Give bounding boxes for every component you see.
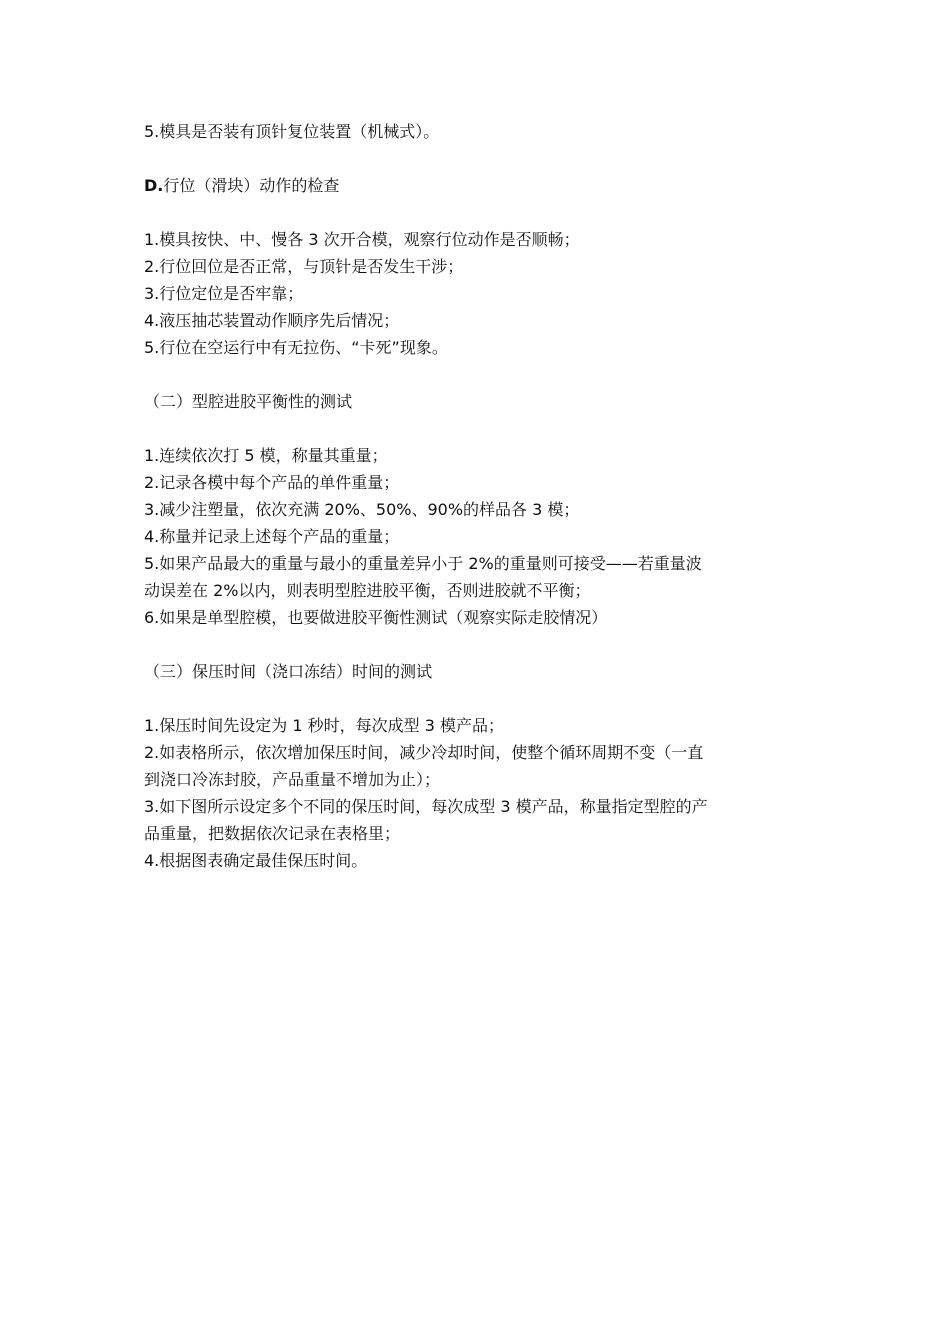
paragraph-gap xyxy=(144,685,814,712)
list-item-continuation: 品重量，把数据依次记录在表格里； xyxy=(144,824,401,843)
heading-text: 行位（滑块）动作的检查 xyxy=(163,176,340,195)
list-item: 1.保压时间先设定为 1 秒时，每次成型 3 模产品； xyxy=(144,716,504,735)
paragraph-gap xyxy=(144,415,814,442)
list-item-continuation: 到浇口冷冻封胶，产品重量不增加为止）； xyxy=(144,770,441,789)
list-item: 1.连续依次打 5 模，称量其重量； xyxy=(144,446,388,465)
paragraph-gap xyxy=(144,631,814,658)
list-item: 3.行位定位是否牢靠； xyxy=(144,284,304,303)
section-heading-3: （三）保压时间（浇口冻结）时间的测试 xyxy=(144,662,433,681)
list-item: 2.如表格所示，依次增加保压时间，减少冷却时间，使整个循环周期不变（一直 xyxy=(144,743,704,762)
list-item: 4.根据图表确定最佳保压时间。 xyxy=(144,851,368,870)
list-item: 3.如下图所示设定多个不同的保压时间，每次成型 3 模产品，称量指定型腔的产 xyxy=(144,797,708,816)
list-item: 2.行位回位是否正常，与顶针是否发生干涉； xyxy=(144,257,464,276)
document-page xyxy=(144,118,814,874)
list-item: 5.如果产品最大的重量与最小的重量差异小于 2%的重量则可接受——若重量波 xyxy=(144,554,702,573)
list-item: 4.称量并记录上述每个产品的重量； xyxy=(144,527,400,546)
section-heading-d xyxy=(144,172,814,199)
list-item: 3.减少注塑量，依次充满 20%、50%、90%的样品各 3 模； xyxy=(144,500,580,519)
list-item: 5.行位在空运行中有无拉伤、“卡死”现象。 xyxy=(144,338,448,357)
paragraph-gap xyxy=(144,145,814,172)
heading-prefix: D. xyxy=(144,176,164,195)
paragraph-gap xyxy=(144,199,814,226)
paragraph-gap xyxy=(144,361,814,388)
list-item: 1.模具按快、中、慢各 3 次开合模，观察行位动作是否顺畅； xyxy=(144,230,580,249)
text-line: 5.模具是否装有顶针复位装置（机械式）。 xyxy=(144,122,440,141)
section-heading-2: （二）型腔进胶平衡性的测试 xyxy=(144,392,353,411)
list-item: 2.记录各模中每个产品的单件重量； xyxy=(144,473,400,492)
list-item: 6.如果是单型腔模，也要做进胶平衡性测试（观察实际走胶情况） xyxy=(144,608,608,627)
list-item: 4.液压抽芯装置动作顺序先后情况； xyxy=(144,311,400,330)
list-item-continuation: 动误差在 2%以内，则表明型腔进胶平衡，否则进胶就不平衡； xyxy=(144,581,591,600)
